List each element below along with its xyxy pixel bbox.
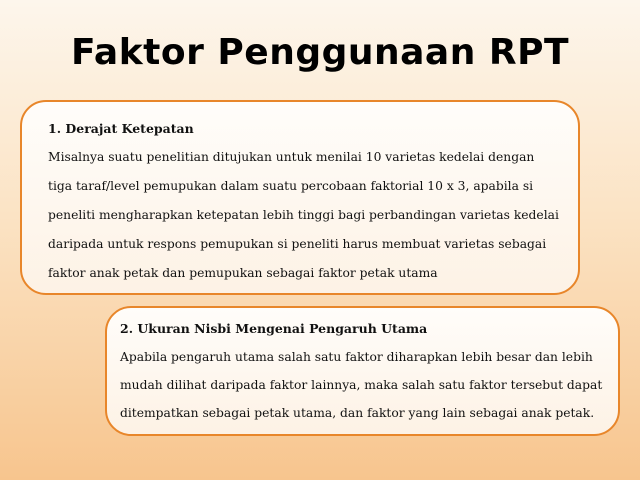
section-ukuran-nisbi bbox=[105, 306, 620, 436]
section-body bbox=[48, 143, 566, 288]
section-body bbox=[120, 343, 608, 427]
body-line: daripada untuk respons pemupukan si peneliti harus membuat varietas sebagai bbox=[48, 237, 547, 251]
body-line: peneliti mengharapkan ketepatan lebih tinggi bagi perbandingan varietas kedelai bbox=[48, 208, 559, 222]
section-derajat-ketepatan bbox=[20, 100, 580, 295]
body-line: tiga taraf/level pemupukan dalam suatu percobaan faktorial 10 x 3, apabila si bbox=[48, 179, 534, 193]
body-line: faktor anak petak dan pemupukan sebagai faktor petak utama bbox=[48, 266, 438, 280]
slide-title: Faktor Penggunaan RPT bbox=[70, 32, 570, 73]
section-heading: 2. Ukuran Nisbi Mengenai Pengaruh Utama bbox=[120, 321, 428, 336]
section-heading: 1. Derajat Ketepatan bbox=[48, 121, 194, 136]
body-line: Apabila pengaruh utama salah satu faktor diharapkan lebih besar dan lebih bbox=[120, 350, 593, 364]
body-line: Misalnya suatu penelitian ditujukan untuk menilai 10 varietas kedelai dengan bbox=[48, 150, 535, 164]
body-line: ditempatkan sebagai petak utama, dan faktor yang lain sebagai anak petak. bbox=[120, 406, 595, 420]
body-line: mudah dilihat daripada faktor lainnya, maka salah satu faktor tersebut dapat bbox=[120, 378, 603, 392]
